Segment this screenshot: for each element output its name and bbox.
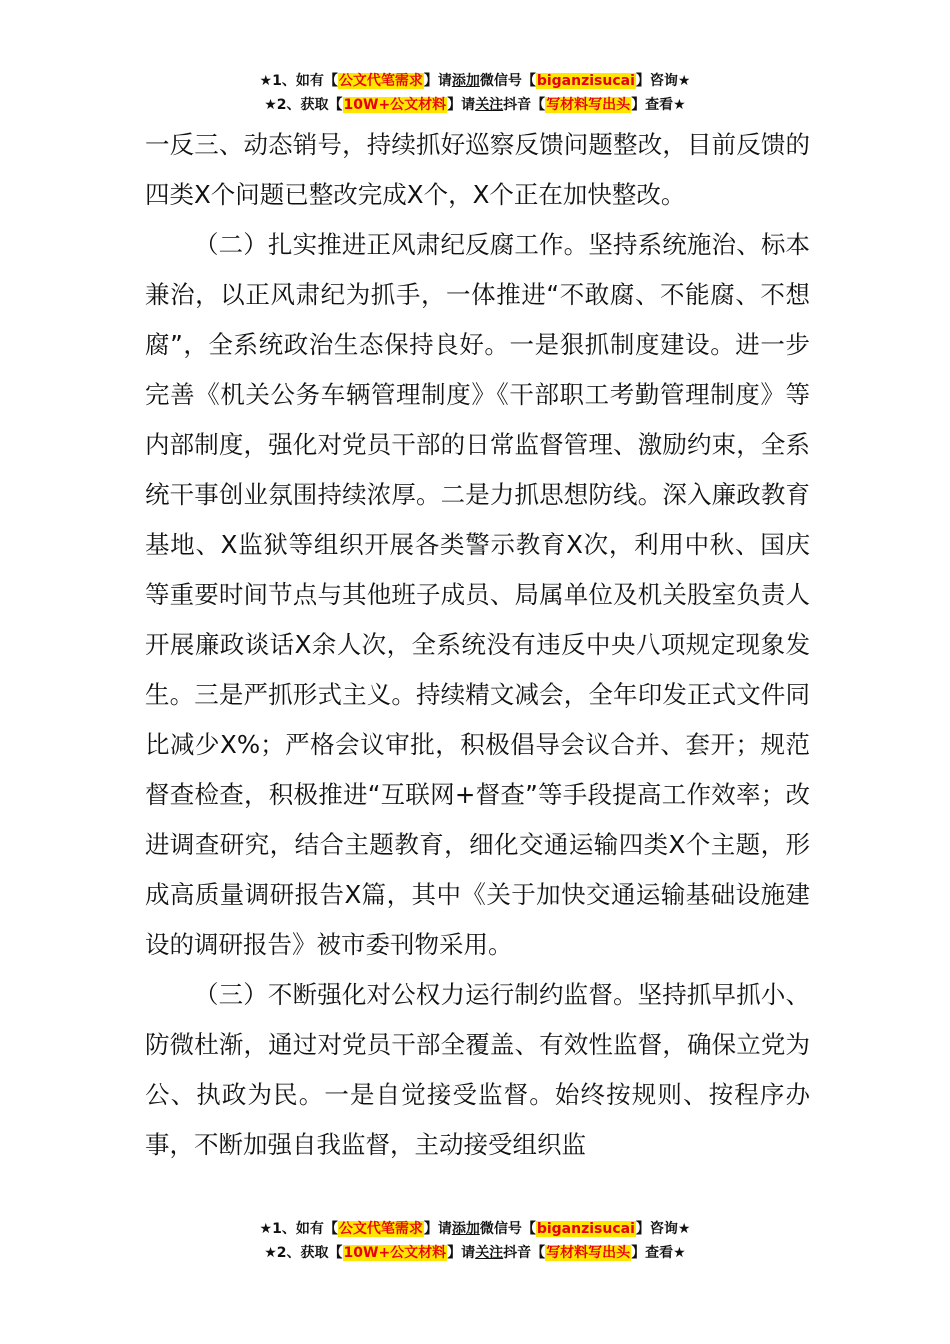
header-banner xyxy=(0,70,950,118)
banner-text: ★1、如有【 xyxy=(259,1221,338,1237)
banner-text: 抖音【 xyxy=(503,1245,546,1261)
banner-emphasis: 关注 xyxy=(475,1245,504,1261)
banner-line-1 xyxy=(0,1218,950,1242)
highlight-wechat-id: biganzisucai xyxy=(536,1221,635,1237)
banner-text: 】查看★ xyxy=(631,1245,686,1261)
banner-line-1 xyxy=(0,70,950,94)
paragraph-section-2: （二）扎实推进正风肃纪反腐工作。坚持系统施治、标本兼治，以正风肃纪为抓手，一体推进“不敢腐、不能腐、不想腐”，全系统政治生态保持良好。一是狠抓制度建设。进一步完善《机关公务车辆管理制度》《干部职工考勤管理制度》等内部制度，强化对党员干部的日常监督管理、激励约束，全系统干事创业氛围持续浓厚。二是力抓思想防线。深入廉政教育基地、X监狱等组织开展各类警示教育X次，利用中秋、国庆等重要时间节点与其他班子成员、局属单位及机关股室负责人开展廉政谈话X余人次，全系统没有违反中央八项规定现象发生。三是严抓形式主义。持续精文减会，全年印发正式文件同比减少X%；严格会议审批，积极倡导会议合并、套开；规范督查检查，积极推进“互联网+督查”等手段提高工作效率；改进调查研究，结合主题教育，细化交通运输四类X个主题，形成高质量调研报告X篇，其中《关于加快交通运输基础设施建设的调研报告》被市委刊物采用。 xyxy=(145,230,810,959)
banner-text: ★1、如有【 xyxy=(259,73,338,89)
banner-emphasis: 关注 xyxy=(475,97,504,113)
banner-text: 】咨询★ xyxy=(635,73,691,89)
banner-emphasis: 添加 xyxy=(451,1221,480,1237)
highlight-service: 公文代笔需求 xyxy=(338,73,423,89)
banner-emphasis: 添加 xyxy=(451,73,480,89)
banner-text: ★2、获取【 xyxy=(264,1245,343,1261)
paragraph-continued: 一反三、动态销号，持续抓好巡察反馈问题整改，目前反馈的四类X个问题已整改完成X个，X个正在加快整改。 xyxy=(145,130,810,209)
banner-text: ★2、获取【 xyxy=(264,97,343,113)
banner-line-2 xyxy=(0,94,950,118)
footer-banner xyxy=(0,1218,950,1266)
banner-text: 】请 xyxy=(423,1221,452,1237)
banner-text: 】查看★ xyxy=(631,97,686,113)
banner-text: 】请 xyxy=(447,97,476,113)
banner-text: 】请 xyxy=(423,73,452,89)
highlight-wechat-id: biganzisucai xyxy=(536,73,635,89)
highlight-materials: 10W+公文材料 xyxy=(343,1245,447,1261)
paragraph-section-3: （三）不断强化对公权力运行制约监督。坚持抓早抓小、防微杜渐，通过对党员干部全覆盖、有效性监督，确保立党为公、执政为民。一是自觉接受监督。始终按规则、按程序办事，不断加强自我监督，主动接受组织监 xyxy=(145,980,810,1159)
document-body xyxy=(145,120,810,1170)
banner-text: 抖音【 xyxy=(503,97,546,113)
highlight-service: 公文代笔需求 xyxy=(338,1221,423,1237)
highlight-materials: 10W+公文材料 xyxy=(343,97,447,113)
banner-text: 】请 xyxy=(447,1245,476,1261)
banner-text: 微信号【 xyxy=(479,1221,536,1237)
highlight-douyin-account: 写材料写出头 xyxy=(546,1245,631,1261)
banner-line-2 xyxy=(0,1242,950,1266)
highlight-douyin-account: 写材料写出头 xyxy=(546,97,631,113)
banner-text: 微信号【 xyxy=(479,73,536,89)
banner-text: 】咨询★ xyxy=(635,1221,691,1237)
